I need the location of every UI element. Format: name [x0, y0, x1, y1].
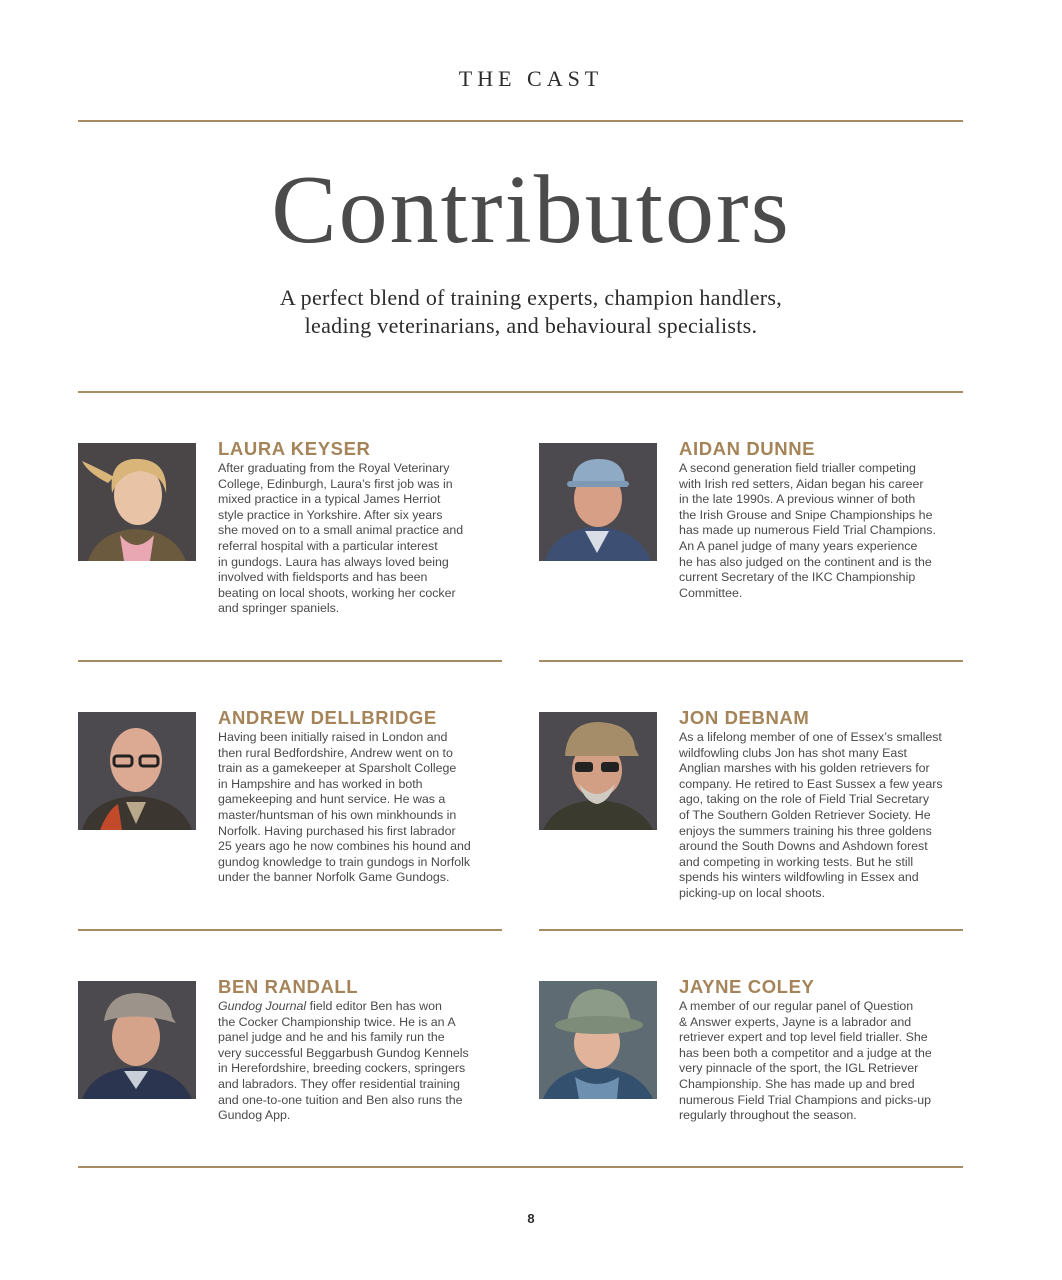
contributor-name: BEN RANDALL — [218, 976, 359, 997]
portrait-icon — [539, 443, 657, 561]
row-divider — [539, 660, 963, 662]
contributor-name: JON DEBNAM — [679, 707, 810, 728]
contributor-card — [539, 707, 969, 937]
contributor-bio — [218, 976, 508, 1124]
contributor-photo — [539, 981, 657, 1099]
page-title: Contributors — [271, 156, 791, 264]
page-number: 8 — [527, 1211, 535, 1226]
contributor-card — [539, 438, 969, 668]
contributor-card — [78, 707, 508, 937]
row-divider — [539, 929, 963, 931]
contributor-description: After graduating from the Royal Veterinary College, Edinburgh, Laura’s first job was in mixed practice in a typical James Herriot style practice in Yorkshire. After six years she moved on to a small animal practice and referral hospital with a particular interest in gundogs. Laura has always loved being involved with fieldsports and has been beating on local shoots, working her cocker and springer spaniels. — [218, 461, 464, 616]
contributor-card — [78, 438, 508, 668]
portrait-icon — [78, 443, 196, 561]
contributor-name: ANDREW DELLBRIDGE — [218, 707, 437, 728]
top-divider — [78, 120, 963, 122]
portrait-icon — [539, 712, 657, 830]
contributor-bio — [679, 438, 969, 601]
subtitle-line-2: leading veterinarians, and behavioural specialists. — [304, 313, 758, 338]
contributor-description-rest: field editor Ben has won the Cocker Championship twice. He is an A panel judge and he and his family run the very successful Beggarbush Gundog Kennels in Herefordshire, breeding cockers, springers and labradors. They offer residential training and one-to-one tuition and Ben also runs the Gundog App. — [218, 999, 469, 1123]
contributor-description: As a lifelong member of one of Essex’s smallest wildfowling clubs Jon has shot many East Anglian marshes with his golden retrievers for company. He retired to East Sussex a few years ago, taking on the role of Field Trial Secretary of The Southern Golden Retriever Society. He enjoys the summers training his three goldens around the South Downs and Ashdown forest and competing in working tests. But he still spends his winters wildfowling in Essex and picking-up on local shoots. — [679, 730, 943, 900]
portrait-icon — [78, 981, 196, 1099]
publication-title: Gundog Journal — [218, 999, 307, 1013]
contributor-card — [78, 976, 508, 1206]
contributor-bio — [218, 707, 508, 886]
section-eyebrow: THE CAST — [458, 66, 604, 91]
bottom-divider — [78, 1166, 963, 1168]
contributor-photo — [539, 443, 657, 561]
contributor-photo — [78, 443, 196, 561]
contributor-photo — [539, 712, 657, 830]
portrait-icon — [78, 712, 196, 830]
contributor-bio — [218, 438, 508, 617]
contributor-description: A second generation field trialler competing with Irish red setters, Aidan began his career in the late 1990s. A previous winner of both the Irish Grouse and Snipe Championships he has made up numerous Field Trial Champions. An A panel judge of many years experience he has also judged on the continent and is the current Secretary of the IKC Championship Committee. — [679, 461, 936, 600]
row-divider — [78, 929, 502, 931]
contributor-description — [218, 999, 508, 1124]
portrait-icon — [539, 981, 657, 1099]
header-divider — [78, 391, 963, 393]
contributor-bio — [679, 707, 969, 902]
contributor-name: AIDAN DUNNE — [679, 438, 816, 459]
contributor-bio — [679, 976, 969, 1124]
contributor-card — [539, 976, 969, 1206]
contributor-name: LAURA KEYSER — [218, 438, 371, 459]
contributor-name: JAYNE COLEY — [679, 976, 815, 997]
contributor-photo — [78, 981, 196, 1099]
page-subtitle — [0, 284, 1062, 340]
subtitle-line-1: A perfect blend of training experts, champion handlers, — [279, 285, 783, 310]
row-divider — [78, 660, 502, 662]
contributor-description: A member of our regular panel of Question & Answer experts, Jayne is a labrador and retriever expert and top level field trialler. She has been both a competitor and a judge at the very pinnacle of the sport, the IGL Retriever Championship. She has made up and bred numerous Field Trial Champions and picks-up regularly throughout the season. — [679, 999, 932, 1123]
contributor-description: Having been initially raised in London and then rural Bedfordshire, Andrew went on to train as a gamekeeper at Sparsholt College in Hampshire and has worked in both gamekeeping and hunt service. He was a master/huntsman of his own minkhounds in Norfolk. Having purchased his first labrador 25 years ago he now combines his hound and gundog knowledge to train gundogs in Norfolk under the banner Norfolk Game Gundogs. — [218, 730, 471, 885]
contributor-photo — [78, 712, 196, 830]
